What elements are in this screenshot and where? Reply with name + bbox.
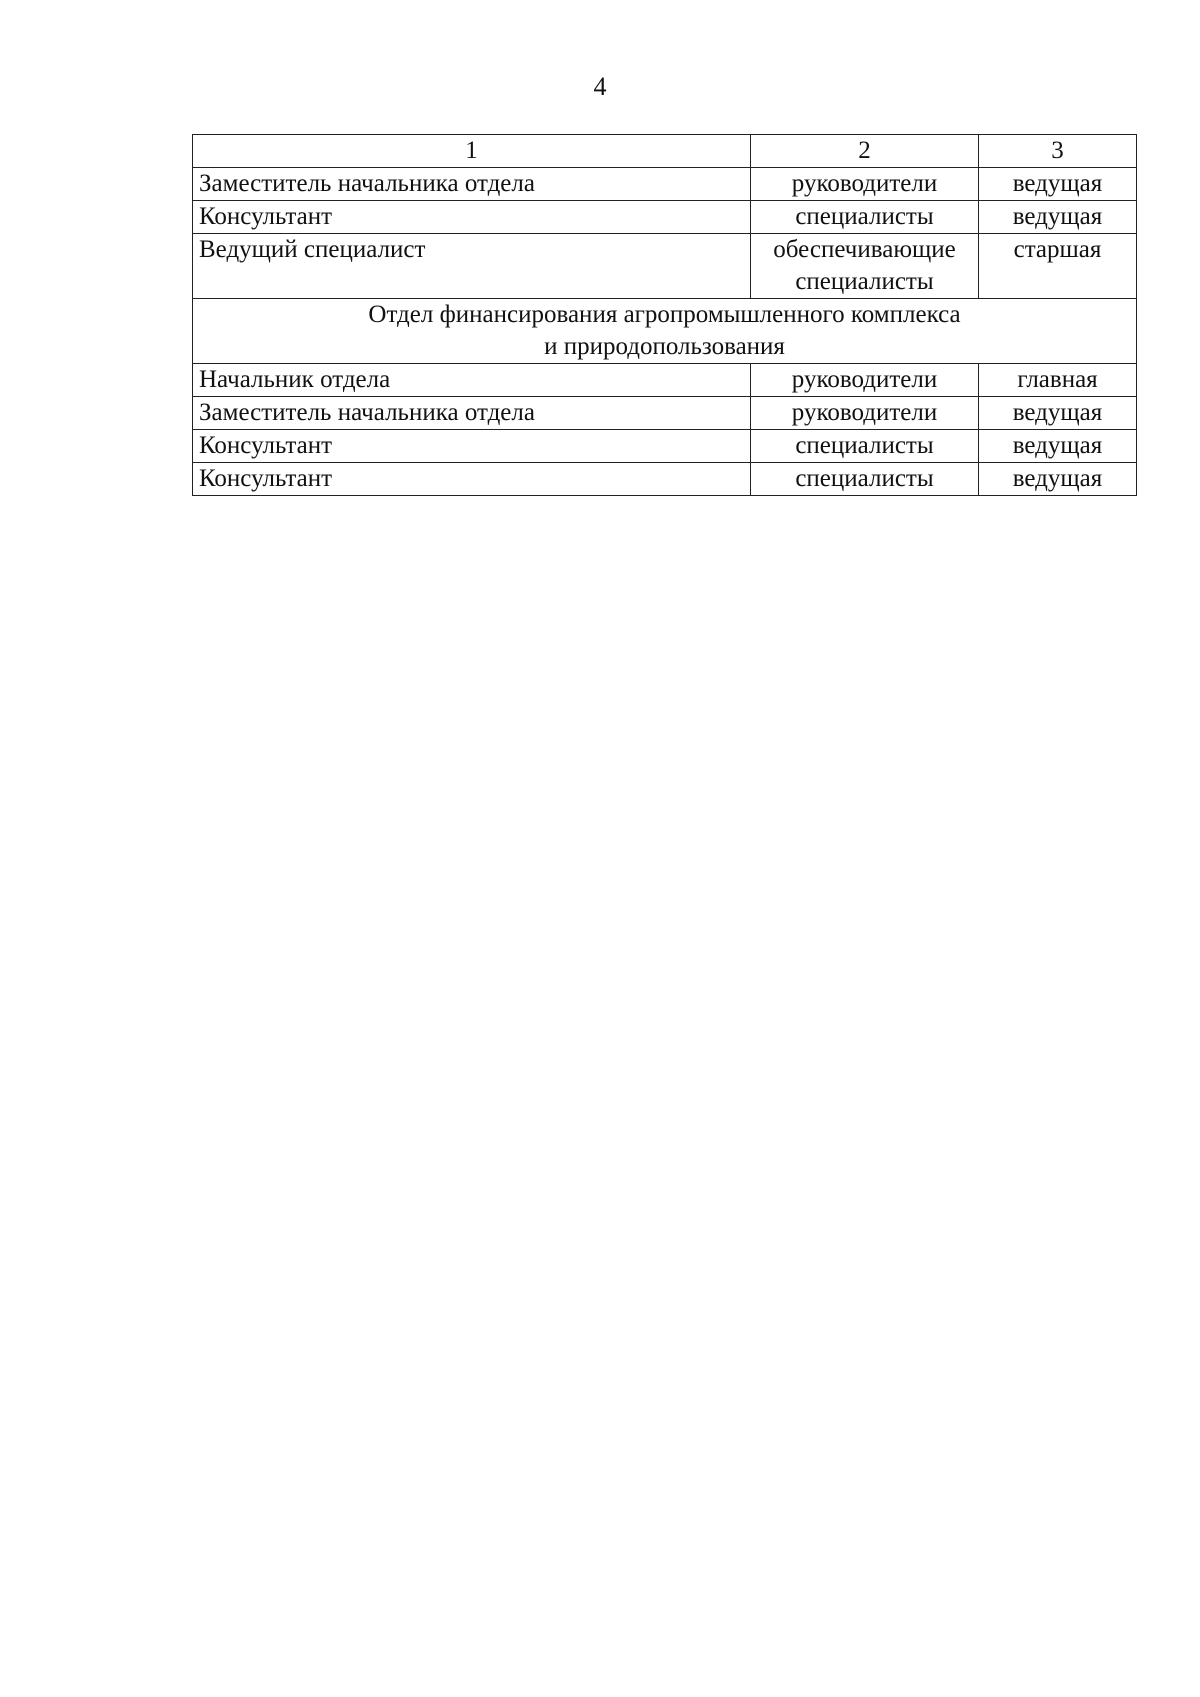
group-cell: ведущая <box>979 168 1137 201</box>
section-row <box>193 299 1137 364</box>
section-heading-line: Отдел финансирования агропромышленного комплекса <box>368 301 961 328</box>
category-cell: руководители <box>751 397 979 430</box>
position-cell: Ведущий специалист <box>193 234 751 299</box>
group-cell: ведущая <box>979 430 1137 463</box>
category-cell: специалисты <box>751 201 979 234</box>
table-row <box>193 168 1137 201</box>
position-cell: Заместитель начальника отдела <box>193 397 751 430</box>
table-header-row <box>193 135 1137 168</box>
table-row <box>193 463 1137 496</box>
position-cell: Заместитель начальника отдела <box>193 168 751 201</box>
group-cell: старшая <box>979 234 1137 299</box>
table-row <box>193 397 1137 430</box>
table-row <box>193 364 1137 397</box>
position-cell: Консультант <box>193 201 751 234</box>
section-heading <box>193 299 1137 364</box>
category-cell: руководители <box>751 168 979 201</box>
position-cell: Консультант <box>193 463 751 496</box>
table-row <box>193 201 1137 234</box>
category-cell: руководители <box>751 364 979 397</box>
category-cell: специалисты <box>751 463 979 496</box>
position-cell: Консультант <box>193 430 751 463</box>
column-header-2: 2 <box>751 135 979 168</box>
positions-table <box>192 134 1137 496</box>
table-row <box>193 234 1137 299</box>
category-cell: специалисты <box>751 430 979 463</box>
group-cell: ведущая <box>979 201 1137 234</box>
category-cell <box>751 234 979 299</box>
section-heading-line: и природопользования <box>544 333 785 360</box>
table-row <box>193 430 1137 463</box>
group-cell: ведущая <box>979 463 1137 496</box>
column-header-1: 1 <box>193 135 751 168</box>
column-header-3: 3 <box>979 135 1137 168</box>
category-line: специалисты <box>795 268 934 295</box>
group-cell: главная <box>979 364 1137 397</box>
group-cell: ведущая <box>979 397 1137 430</box>
page-number: 4 <box>593 72 607 101</box>
category-line: обеспечивающие <box>773 236 956 263</box>
position-cell: Начальник отдела <box>193 364 751 397</box>
